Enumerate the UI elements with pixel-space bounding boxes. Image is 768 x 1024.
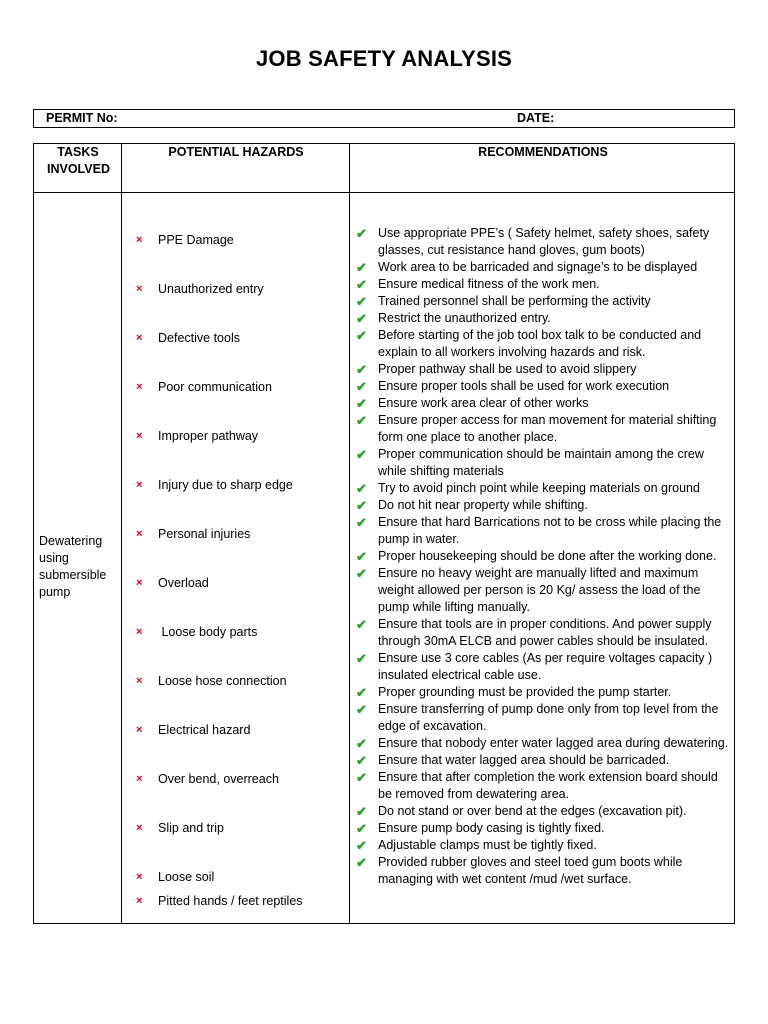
recommendation-text: Adjustable clamps must be tightly fixed. [378, 838, 597, 852]
recommendation-text: Ensure that after completion the work extension board should be removed from dewatering area. [378, 770, 718, 801]
cross-mark-icon: × [136, 675, 143, 687]
recommendation-list [354, 225, 730, 888]
recommendation-text: Ensure that water lagged area should be barricaded. [378, 753, 670, 767]
cross-mark-icon: × [136, 528, 143, 540]
check-mark-icon: ✔ [356, 226, 367, 241]
check-mark-icon: ✔ [356, 396, 367, 411]
date-label: DATE: [517, 111, 555, 125]
check-mark-icon: ✔ [356, 413, 367, 428]
recommendation-item [354, 616, 730, 650]
header-tasks-label: TASKS INVOLVED [47, 145, 110, 176]
recommendation-text: Proper housekeeping should be done after the working done. [378, 549, 717, 563]
check-mark-icon: ✔ [356, 855, 367, 870]
hazard-label: Electrical hazard [158, 723, 251, 737]
cross-mark-icon: × [136, 283, 143, 295]
hazard-label: Poor communication [158, 380, 272, 394]
cross-mark-icon: × [136, 332, 143, 344]
hazard-label: Overload [158, 576, 209, 590]
recommendation-item [354, 480, 730, 497]
recommendation-text: Ensure proper access for man movement for material shifting form one place to another place. [378, 413, 717, 444]
recommendation-item [354, 446, 730, 480]
hazard-label: Injury due to sharp edge [158, 478, 293, 492]
recommendation-text: Proper grounding must be provided the pump starter. [378, 685, 672, 699]
hazard-label: Loose soil [158, 870, 215, 884]
header-tasks [34, 144, 122, 178]
recommendation-item [354, 803, 730, 820]
recommendation-text: Ensure that hard Barrications not to be cross while placing the pump in water. [378, 515, 722, 546]
cross-mark-icon: × [136, 479, 143, 491]
page-title: JOB SAFETY ANALYSIS [255, 46, 513, 71]
recommendation-item [354, 276, 730, 293]
recommendation-item [354, 327, 730, 361]
check-mark-icon: ✔ [356, 702, 367, 717]
cross-mark-icon: × [136, 577, 143, 589]
hazard-label: Defective tools [158, 331, 240, 345]
header-recommendations: RECOMMENDATIONS [478, 145, 608, 159]
hazard-label: Slip and trip [158, 821, 225, 835]
recommendation-item [354, 225, 730, 259]
recommendation-text: Ensure that nobody enter water lagged area during dewatering. [378, 736, 729, 750]
check-mark-icon: ✔ [356, 736, 367, 751]
check-mark-icon: ✔ [356, 617, 367, 632]
recommendation-text: Work area to be barricaded and signage’s to be displayed [378, 260, 698, 274]
hazard-label: PPE Damage [158, 233, 234, 247]
recommendation-text: Ensure no heavy weight are manually lifted and maximum weight allowed per person is 20 Kg/ assess the load of the pump while lifting manually. [378, 566, 701, 614]
cross-mark-icon: × [136, 724, 143, 736]
check-mark-icon: ✔ [356, 753, 367, 768]
check-mark-icon: ✔ [356, 651, 367, 666]
recommendation-item [354, 293, 730, 310]
recommendation-text: Proper communication should be maintain among the crew while shifting materials [378, 447, 704, 478]
check-mark-icon: ✔ [356, 838, 367, 853]
recommendation-item [354, 259, 730, 276]
recommendation-text: Ensure use 3 core cables (As per require voltages capacity ) insulated electrical cable use. [378, 651, 713, 682]
recommendation-text: Ensure transferring of pump done only from top level from the edge of excavation. [378, 702, 719, 733]
check-mark-icon: ✔ [356, 566, 367, 581]
check-mark-icon: ✔ [356, 515, 367, 530]
cross-mark-icon: × [136, 381, 143, 393]
recommendation-text: Do not stand or over bend at the edges (excavation pit). [378, 804, 687, 818]
recommendation-text: Restrict the unauthorized entry. [378, 311, 551, 325]
recommendation-text: Ensure that tools are in proper conditions. And power supply through 30mA ELCB and power cables should be insulated. [378, 617, 712, 648]
check-mark-icon: ✔ [356, 821, 367, 836]
check-mark-icon: ✔ [356, 549, 367, 564]
header-divider [34, 192, 734, 193]
recommendation-item [354, 395, 730, 412]
recommendation-item [354, 650, 730, 684]
hazard-label: Pitted hands / feet reptiles [158, 894, 303, 908]
recommendation-item [354, 769, 730, 803]
check-mark-icon: ✔ [356, 447, 367, 462]
column-divider [121, 144, 122, 923]
check-mark-icon: ✔ [356, 804, 367, 819]
recommendation-text: Do not hit near property while shifting. [378, 498, 588, 512]
recommendation-item [354, 752, 730, 769]
recommendation-item [354, 412, 730, 446]
recommendation-item [354, 497, 730, 514]
recommendation-item [354, 820, 730, 837]
check-mark-icon: ✔ [356, 277, 367, 292]
recommendation-item [354, 735, 730, 752]
header-hazards: POTENTIAL HAZARDS [168, 145, 304, 159]
recommendation-text: Provided rubber gloves and steel toed gum boots while managing with wet content /mud /wet surface. [378, 855, 683, 886]
recommendation-item [354, 837, 730, 854]
recommendation-text: Proper pathway shall be used to avoid slippery [378, 362, 637, 376]
jsa-table [33, 143, 735, 924]
check-mark-icon: ✔ [356, 770, 367, 785]
check-mark-icon: ✔ [356, 685, 367, 700]
recommendation-text: Ensure proper tools shall be used for work execution [378, 379, 670, 393]
check-mark-icon: ✔ [356, 481, 367, 496]
recommendation-item [354, 378, 730, 395]
recommendation-item [354, 361, 730, 378]
cross-mark-icon: × [136, 626, 143, 638]
recommendation-text: Ensure medical fitness of the work men. [378, 277, 600, 291]
recommendation-text: Use appropriate PPE’s ( Safety helmet, safety shoes, safety glasses, cut resistance hand gloves, gum boots) [378, 226, 710, 257]
check-mark-icon: ✔ [356, 498, 367, 513]
recommendation-item [354, 565, 730, 616]
check-mark-icon: ✔ [356, 260, 367, 275]
hazard-label: Loose body parts [158, 625, 258, 639]
check-mark-icon: ✔ [356, 362, 367, 377]
hazard-label: Unauthorized entry [158, 282, 264, 296]
task-description: Dewatering using submersible pump [39, 534, 107, 599]
hazard-label: Over bend, overreach [158, 772, 279, 786]
cross-mark-icon: × [136, 895, 143, 907]
hazard-label: Improper pathway [158, 429, 259, 443]
recommendation-text: Before starting of the job tool box talk to be conducted and explain to all workers involving hazards and risk. [378, 328, 702, 359]
recommendation-item [354, 310, 730, 327]
permit-no-label: PERMIT No: [46, 111, 118, 125]
recommendation-item [354, 854, 730, 888]
cross-mark-icon: × [136, 871, 143, 883]
cross-mark-icon: × [136, 822, 143, 834]
recommendation-text: Trained personnel shall be performing the activity [378, 294, 651, 308]
permit-row [33, 109, 735, 128]
recommendation-item [354, 701, 730, 735]
recommendation-item [354, 684, 730, 701]
cross-mark-icon: × [136, 773, 143, 785]
check-mark-icon: ✔ [356, 328, 367, 343]
cross-mark-icon: × [136, 234, 143, 246]
check-mark-icon: ✔ [356, 294, 367, 309]
hazard-label: Personal injuries [158, 527, 251, 541]
hazard-label: Loose hose connection [158, 674, 287, 688]
recommendation-item [354, 514, 730, 548]
recommendation-text: Try to avoid pinch point while keeping materials on ground [378, 481, 700, 495]
check-mark-icon: ✔ [356, 311, 367, 326]
recommendation-text: Ensure work area clear of other works [378, 396, 589, 410]
cross-mark-icon: × [136, 430, 143, 442]
column-divider [349, 144, 350, 923]
check-mark-icon: ✔ [356, 379, 367, 394]
recommendation-item [354, 548, 730, 565]
recommendation-text: Ensure pump body casing is tightly fixed. [378, 821, 605, 835]
